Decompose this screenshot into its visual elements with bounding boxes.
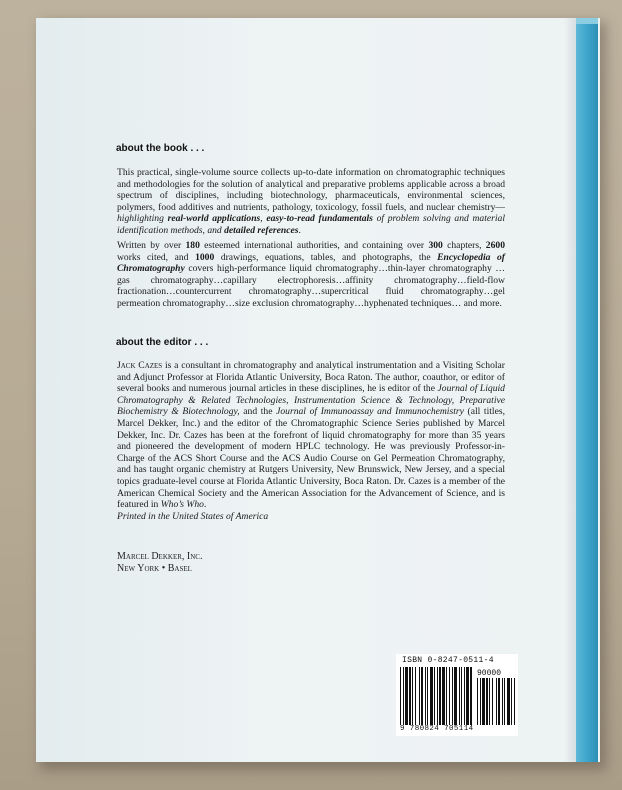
about-editor-heading: about the editor . . . [116, 337, 209, 348]
about-editor-paragraph: Jack Cazes is a consultant in chromatography and analytical instrumentation and a Visiting Scholar and Adjunct Professor at Florida Atlantic University, Boca Raton. The author, coauthor, or editor of several books and numerous journal articles in these disciplines, he is editor of the Journal of Liquid Chromatography & Related Technologies, Instrumentation Science & Technology, Preparative Biochemistry & Biotechnology, and the Journal of Immunoassay and Immunochemistry (all titles, Marcel Dekker, Inc.) and the editor of the Chromatographic Science Series published by Marcel Dekker, Inc. Dr. Cazes has been at the forefront of liquid chromatography for more than 35 years and pioneered the development of modern HPLC technology. He was previously Professor-in-Charge of the ACS Short Course and the ACS Audio Course on Gel Permeation Chromatography, and has taught organic chemistry at Rutgers University, New Brunswick, New Jersey, and a special topics graduate-level course at Florida Atlantic University, Boca Raton. Dr. Cazes is a member of the American Chemical Society and the American Association for the Advancement of Science, and is featured in Who’s Who. [117, 360, 505, 511]
about-book-paragraph-1: This practical, single-volume source collects up-to-date information on chromatographic techniques and methodologies for the solution of analytical and preparative problems applicable across a broad spectrum of disciplines, including biotechnology, pharmaceuticals, environmental sciences, polymers, food additives and nutrients, pathology, toxicology, fossil fuels, and nuclear chemistry—highlighting real-world applications, easy-to-read fundamentals of problem solving and material identification methods, and detailed references. [117, 167, 505, 236]
price-code: 90000 [477, 669, 502, 678]
ean-number: 9 780824 705114 [400, 725, 474, 733]
printed-in-line: Printed in the United States of America [117, 511, 269, 522]
book-hinge [564, 18, 576, 762]
about-book-heading: about the book . . . [116, 143, 205, 154]
ean-barcode-icon [400, 667, 472, 725]
about-book-paragraph-2: Written by over 180 esteemed international authorities, and containing over 300 chapters, 2600 works cited, and 1000 drawings, equations, tables, and photographs, the Encyclopedia of Chromatography covers high-performance liquid chromatography…thin-layer chromatography …gas chromatography…capillary electrophoresis…affinity chromatography…field-flow fractionation…countercurrent chromatography…supercritical fluid chromatography…gel permeation chromatography…size exclusion chromatography…hyphenated techniques… and more. [117, 240, 506, 309]
addon-barcode-icon [477, 678, 515, 725]
isbn-text: ISBN 0-8247-0511-4 [402, 656, 494, 665]
book-spine [576, 24, 598, 762]
publisher-block [117, 551, 202, 575]
publisher-name: Marcel Dekker, Inc. [117, 551, 203, 562]
publisher-cities: New York • Basel [117, 563, 192, 574]
